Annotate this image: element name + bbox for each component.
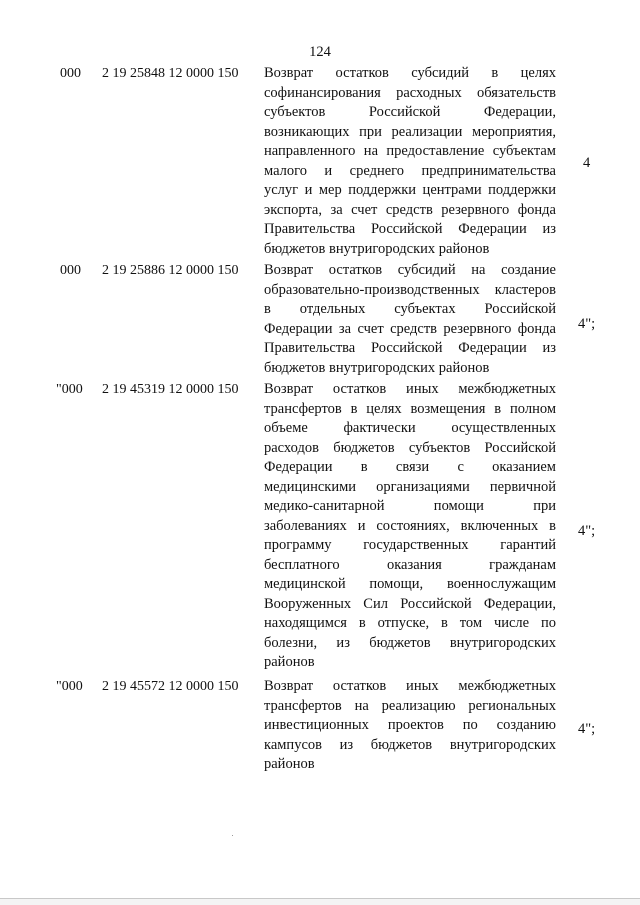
description-line: инвестиционных проектов по созданию bbox=[264, 717, 556, 733]
description-line: программу государственных гарантий bbox=[264, 537, 556, 553]
description-line: находящимся в отпуске, в том числе по bbox=[264, 615, 556, 631]
description-line: возникающих при реализации мероприятия, bbox=[264, 123, 556, 140]
description-line: районов bbox=[264, 654, 315, 670]
row-amount: 4"; bbox=[578, 721, 596, 737]
description-line: образовательно-производственных кластеров bbox=[264, 281, 556, 298]
description-line: болезни, из бюджетов внутригородских bbox=[264, 634, 556, 651]
description-line: в отдельных субъектах Российской bbox=[264, 301, 556, 317]
page-bottom-edge bbox=[0, 898, 640, 905]
description-line: заболеваниях и состояниях, включенных в bbox=[264, 517, 556, 534]
description-line: медицинской помощи, военнослужащим bbox=[264, 576, 556, 592]
row-description bbox=[264, 380, 556, 673]
row-amount: 4 bbox=[583, 155, 591, 171]
description-line: экспорта, за счет средств резервного фонда bbox=[264, 201, 556, 218]
row-kbk: 2 19 45572 12 0000 150 bbox=[102, 679, 239, 694]
row-code: 000 bbox=[60, 66, 81, 81]
description-line: Возврат остатков иных межбюджетных bbox=[264, 678, 556, 694]
description-line: медицинскими организациями первичной bbox=[264, 478, 556, 495]
description-line: трансфертов на реализацию региональных bbox=[264, 697, 556, 714]
row-description bbox=[264, 64, 556, 259]
description-line: Федерации за счет средств резервного фонда bbox=[264, 320, 556, 337]
description-line: расходов бюджетов субъектов Российской bbox=[264, 439, 556, 456]
row-kbk: 2 19 45319 12 0000 150 bbox=[102, 382, 239, 397]
description-line: бюджетов внутригородских районов bbox=[264, 359, 490, 376]
description-line: Правительства Российской Федерации из bbox=[264, 340, 556, 356]
description-line: районов bbox=[264, 756, 315, 772]
description-line: объеме фактически осуществленных bbox=[264, 420, 556, 436]
description-line: Федерации в связи с оказанием bbox=[264, 459, 556, 475]
description-line: трансфертов в целях возмещения в полном bbox=[264, 400, 556, 417]
row-code: 000 bbox=[60, 263, 81, 278]
description-line: Возврат остатков субсидий на создание bbox=[264, 262, 556, 278]
row-amount: 4"; bbox=[578, 316, 596, 332]
row-code: "000 bbox=[56, 679, 83, 694]
description-line: кампусов из бюджетов внутригородских bbox=[264, 736, 556, 753]
page-number: 124 bbox=[309, 44, 331, 60]
description-line: Возврат остатков иных межбюджетных bbox=[264, 381, 556, 397]
description-line: бесплатного оказания гражданам bbox=[264, 556, 556, 573]
scan-artifact bbox=[232, 835, 233, 836]
description-line: софинансирования расходных обязательств bbox=[264, 84, 556, 101]
description-line: Вооруженных Сил Российской Федерации, bbox=[264, 595, 556, 612]
row-kbk: 2 19 25886 12 0000 150 bbox=[102, 263, 239, 278]
description-line: услуг и мер поддержки центрами поддержки bbox=[264, 182, 556, 198]
description-line: Возврат остатков субсидий в целях bbox=[264, 65, 556, 81]
row-kbk: 2 19 25848 12 0000 150 bbox=[102, 66, 239, 81]
description-line: направленного на предоставление субъектам bbox=[264, 143, 556, 159]
row-description bbox=[264, 677, 556, 775]
description-line: субъектов Российской Федерации, bbox=[264, 104, 556, 120]
row-amount: 4"; bbox=[578, 523, 596, 539]
description-line: Правительства Российской Федерации из bbox=[264, 221, 556, 237]
row-description bbox=[264, 261, 556, 378]
row-code: "000 bbox=[56, 382, 83, 397]
description-line: медико-санитарной помощи при bbox=[264, 498, 556, 514]
description-line: малого и среднего предпринимательства bbox=[264, 162, 556, 179]
description-line: бюджетов внутригородских районов bbox=[264, 240, 490, 257]
